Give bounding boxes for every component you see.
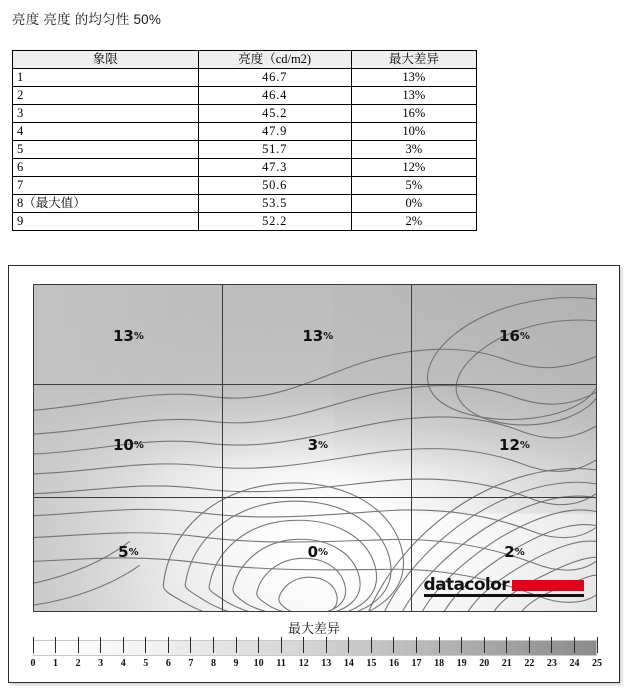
colorbar-tick-mark [281,637,282,653]
colorbar-tick-mark [439,637,440,653]
colorbar-tick-label: 9 [233,658,239,669]
heatmap-cell-unit-8: % [318,547,329,559]
colorbar-tick-label: 18 [434,658,445,669]
colorbar-tick-label: 25 [592,658,602,669]
table-row [13,123,477,141]
table-row [13,141,477,159]
heatmap-cell-value-5: 3 [307,435,318,454]
colorbar-tick-mark [416,637,417,653]
colorbar-tick-label: 5 [143,658,149,669]
heatmap-cell-unit-6: % [519,439,530,451]
cell-deviation: 0% [351,195,476,213]
datacolor-red-swatch [512,580,584,591]
colorbar-tick-label: 10 [253,658,264,669]
colorbar-tick-label: 22 [524,658,535,669]
cell-deviation: 12% [351,159,476,177]
colorbar-tick-mark [258,637,259,653]
heatmap-cell-unit-3: % [519,330,530,342]
grid-line-vertical-2 [411,285,412,611]
heatmap-cell-value-3: 16 [499,326,520,345]
uniformity-heatmap [33,284,597,612]
heatmap-cell-value-8: 0 [307,543,318,562]
colorbar-tick-mark [190,637,191,653]
cell-deviation: 16% [351,105,476,123]
colorbar-tick-mark [100,637,101,653]
cell-luminance: 47.3 [198,159,351,177]
colorbar-tick-label: 0 [30,658,36,669]
cell-quadrant: 2 [13,87,199,105]
heatmap-cell-value-9: 2 [504,543,515,562]
heatmap-cell-label-6 [499,436,530,454]
colorbar-tick-label: 24 [569,658,580,669]
table-row [13,159,477,177]
colorbar-tick-mark [461,637,462,653]
heatmap-cell-unit-1: % [133,330,144,342]
heatmap-cell-label-4 [113,436,144,454]
colorbar-tick-label: 19 [456,658,467,669]
colorbar-tick-mark [236,637,237,653]
heatmap-cell-value-2: 13 [302,326,324,345]
colorbar-tick-label: 23 [546,658,557,669]
quadrant-table [12,50,477,231]
cell-deviation: 10% [351,123,476,141]
heatmap-cell-unit-2: % [323,330,334,342]
colorbar-tick-label: 1 [53,658,59,669]
colorbar-tick-mark [213,637,214,653]
heatmap-cell-value-6: 12 [499,435,520,454]
colorbar-tick-mark [123,637,124,653]
heatmap-cell-label-7 [118,543,138,561]
cell-quadrant: 9 [13,213,199,231]
colorbar-title: 最大差异 [287,621,340,636]
cell-quadrant: 8（最大值） [13,195,199,213]
cell-deviation: 13% [351,69,476,87]
colorbar-tick-mark [597,637,598,653]
quadrant-table-container [12,50,477,231]
heatmap-cell-label-3 [499,327,530,345]
table-row [13,87,477,105]
column-header-deviation: 最大差异 [351,51,476,69]
colorbar-tick-label: 12 [298,658,309,669]
colorbar-tick-label: 3 [98,658,104,669]
colorbar-gradient [33,640,597,656]
colorbar-tick-mark [506,637,507,653]
cell-luminance: 46.7 [198,69,351,87]
colorbar-tick-label: 16 [388,658,399,669]
colorbar-tick-mark [78,637,79,653]
heatmap-cell-value-4: 10 [112,435,134,454]
colorbar-tick-mark [371,637,372,653]
colorbar-tick-label: 4 [120,658,126,669]
grid-line-vertical-1 [222,285,223,611]
table-row [13,69,477,87]
cell-luminance: 46.4 [198,87,351,105]
colorbar-tick-label: 2 [75,658,81,669]
heatmap-cell-value-1: 13 [112,326,134,345]
cell-luminance: 53.5 [198,195,351,213]
cell-quadrant: 3 [13,105,199,123]
heatmap-cell-unit-9: % [514,547,525,559]
colorbar-tick-label: 7 [188,658,194,669]
page-title: 亮度 亮度 的均匀性 50% [12,12,162,27]
colorbar-tick-mark [484,637,485,653]
table-row [13,213,477,231]
heatmap-cell-label-9 [504,543,524,561]
colorbar-tick-label: 20 [479,658,490,669]
heatmap-cell-label-8 [308,543,328,561]
colorbar-tick-label: 13 [321,658,332,669]
colorbar-tick-mark [551,637,552,653]
heatmap-cell-value-7: 5 [118,543,129,562]
colorbar-tick-mark [393,637,394,653]
colorbar-tick-mark [303,637,304,653]
colorbar-tick-mark [326,637,327,653]
grid-line-horizontal-2 [34,497,596,498]
colorbar-tick-label: 8 [210,658,216,669]
colorbar-tick-mark [574,637,575,653]
colorbar-tick-mark [529,637,530,653]
cell-luminance: 45.2 [198,105,351,123]
heatmap-cell-label-5 [308,436,328,454]
cell-luminance: 47.9 [198,123,351,141]
colorbar-tick-mark [145,637,146,653]
uniformity-chart-panel [8,265,620,683]
heatmap-cell-label-1 [113,327,144,345]
table-row [13,105,477,123]
cell-deviation: 3% [351,141,476,159]
heatmap-cell-label-2 [302,327,333,345]
colorbar [30,640,602,676]
heatmap-cell-unit-4: % [133,439,144,451]
cell-luminance: 50.6 [198,177,351,195]
table-row [13,195,477,213]
colorbar-tick-mark [33,637,34,653]
heatmap-cell-unit-7: % [128,547,139,559]
cell-deviation: 13% [351,87,476,105]
cell-quadrant: 7 [13,177,199,195]
cell-deviation: 2% [351,213,476,231]
cell-quadrant: 6 [13,159,199,177]
column-header-luminance: 亮度（cd/m2) [198,51,351,69]
cell-quadrant: 1 [13,69,199,87]
cell-luminance: 52.2 [198,213,351,231]
cell-quadrant: 4 [13,123,199,141]
cell-deviation: 5% [351,177,476,195]
grid-line-horizontal-1 [34,384,596,385]
heatmap-cell-unit-5: % [318,439,329,451]
column-header-quadrant: 象限 [13,51,199,69]
table-body [13,69,477,231]
cell-quadrant: 5 [13,141,199,159]
colorbar-tick-label: 11 [276,658,286,669]
colorbar-tick-mark [168,637,169,653]
colorbar-tick-mark [55,637,56,653]
cell-luminance: 51.7 [198,141,351,159]
table-row [13,177,477,195]
colorbar-tick-mark [348,637,349,653]
colorbar-tick-label: 17 [411,658,422,669]
datacolor-logo [424,577,585,597]
colorbar-tick-label: 14 [343,658,354,669]
colorbar-tick-label: 6 [165,658,171,669]
colorbar-tick-label: 15 [366,658,377,669]
datacolor-wordmark: datacolor [423,575,509,595]
table-header [13,51,477,69]
table-header-row [13,51,477,69]
colorbar-tick-label: 21 [501,658,512,669]
